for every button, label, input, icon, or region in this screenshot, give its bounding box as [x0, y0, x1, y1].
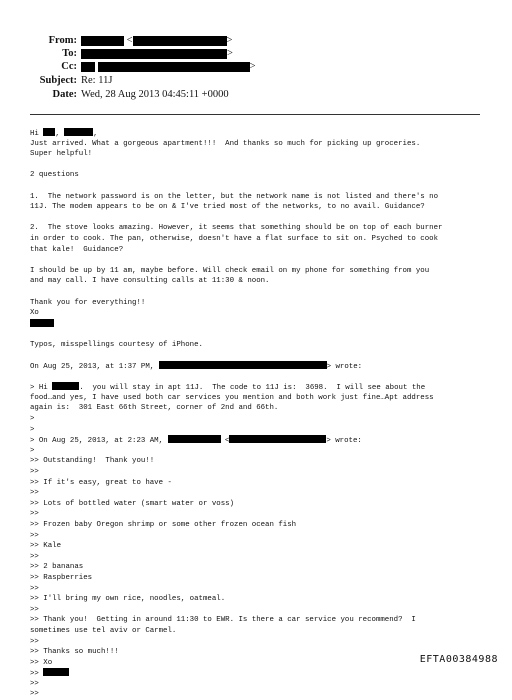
quote-header-line: > On Aug 25, 2013, at 2:23 AM, < > wrote:: [30, 437, 362, 446]
quoted-line: >: [30, 415, 35, 424]
quoted-line: >> 2 bananas: [30, 563, 84, 572]
redaction-bar: [159, 361, 327, 369]
quoted-line: again is: 301 East 66th Street, corner of 2nd and 66th.: [30, 404, 279, 413]
from-label: From:: [48, 35, 77, 46]
body-line: that kale! Guidance?: [30, 245, 124, 254]
redaction-bar: [64, 128, 93, 136]
quoted-line: >>: [30, 668, 490, 679]
quoted-line: >> Frozen baby Oregon shrimp or some other frozen ocean fish: [30, 520, 297, 529]
quoted-line: >>: [30, 468, 39, 476]
redaction-bar: [98, 62, 250, 72]
quoted-line: sometimes use tel aviv or Carmel.: [30, 626, 177, 635]
body-line: Xo: [30, 309, 39, 318]
body-line: and may call. I have consulting calls at 11:30 & noon.: [30, 277, 270, 286]
greeting-line: Hi , ,: [30, 130, 98, 138]
redaction-bar: [81, 62, 95, 72]
redaction-bar: [81, 36, 124, 46]
redaction-bar: [52, 382, 79, 390]
date-value: Wed, 28 Aug 2013 04:45:11 +0000: [81, 89, 229, 100]
quoted-line: >>: [30, 552, 39, 561]
cc-label: Cc:: [61, 61, 77, 72]
quoted-line: >>: [30, 584, 39, 593]
quoted-line: >> If it's easy, great to have -: [30, 478, 172, 487]
quote-header-line: On Aug 25, 2013, at 1:37 PM, > wrote:: [30, 363, 363, 372]
redaction-bar: [43, 128, 55, 136]
quoted-line: >> Thank you! Getting in around 11:30 to EWR. Is there a car service you recommend? I: [30, 616, 416, 625]
quoted-line: >> Xo: [30, 658, 53, 667]
quoted-line: >>: [30, 605, 39, 614]
email-header: From: < > To: > Cc: > Subject: Re: 11J Date: Wed, 28 Aug 2013 04:45:11 +0000: [0, 0, 512, 120]
body-line: 11J. The modem appears to be on & I've tried most of the networks, to no avail. Guidance?: [30, 203, 425, 212]
body-line: in order to cook. The pan, otherwise, doesn't have a flat surface to sit on. Psyched to cook: [30, 234, 439, 243]
body-line: Just arrived. What a gorgeous apartment!!! And thanks so much for picking up groceries.: [30, 139, 421, 148]
quoted-line: >>: [30, 489, 39, 498]
subject-label: Subject:: [39, 75, 77, 86]
quoted-line: >>: [30, 679, 39, 688]
quoted-line: >>: [30, 690, 39, 699]
email-body: [30, 128, 490, 700]
quoted-line: >> Lots of bottled water (smart water or voss): [30, 499, 235, 508]
body-line: Super helpful!: [30, 150, 93, 159]
body-line: Thank you for everything!!: [30, 298, 146, 307]
redaction-bar: [30, 319, 54, 327]
quoted-line: >>: [30, 637, 39, 646]
redaction-bar: [43, 668, 69, 676]
quoted-line: >>: [30, 531, 39, 540]
quoted-line: >> I'll bring my own rice, noodles, oatmeal.: [30, 595, 226, 604]
redaction-bar: [133, 36, 227, 46]
body-line: 2 questions: [30, 171, 79, 180]
redaction-bar: [229, 435, 326, 443]
document-id: EFTA00384988: [419, 654, 498, 665]
quoted-line: food…and yes, I have used both car services you mention and both work just fine…Apt address: [30, 393, 434, 402]
quoted-line: >> Outstanding! Thank you!!: [30, 457, 155, 466]
signature-line: Typos, misspellings courtesy of iPhone.: [30, 340, 203, 349]
redaction-bar: [168, 435, 221, 443]
quoted-line: >> Kale: [30, 542, 62, 551]
date-label: Date:: [52, 89, 77, 100]
header-divider: [30, 114, 480, 115]
quoted-line: >> Raspberries: [30, 573, 93, 582]
redaction-bar: [81, 49, 227, 59]
quoted-line: >>: [30, 510, 39, 519]
subject-value: Re: 11J: [81, 75, 113, 86]
to-label: To:: [62, 48, 77, 59]
body-line: I should be up by 11 am, maybe before. Will check email on my phone for something from you: [30, 266, 430, 275]
quoted-line: >> Thanks so much!!!: [30, 648, 119, 657]
quoted-line: >: [30, 446, 35, 455]
body-line: 1. The network password is on the letter, but the network name is not listed and there's no: [30, 192, 439, 201]
body-line: 2. The stove looks amazing. However, it seems that something should be on top of each burner: [30, 224, 443, 233]
quoted-line: >: [30, 425, 35, 434]
quoted-line: > Hi . you will stay in apt 11J. The code to 11J is: 3698. I will see about the: [30, 384, 426, 393]
